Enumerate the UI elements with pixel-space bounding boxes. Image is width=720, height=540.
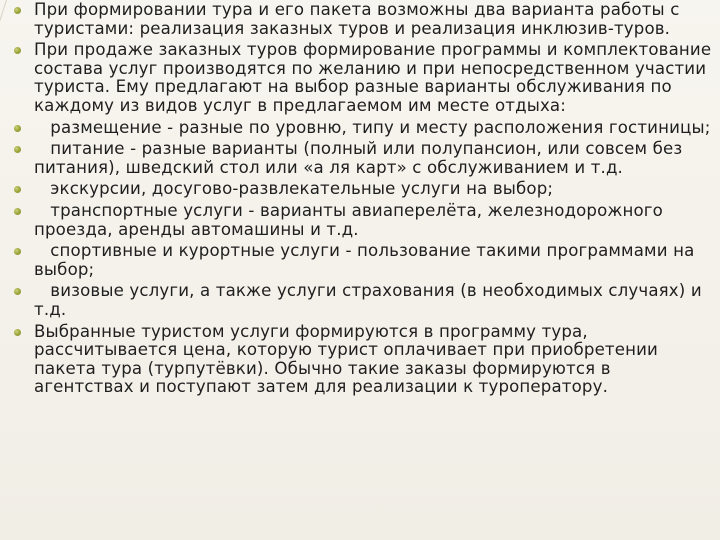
list-item (14, 41, 714, 115)
bullet-dot-icon (14, 7, 21, 14)
list-item-text: размещение - разные по уровню, типу и месту расположения гостиницы; (34, 117, 711, 137)
list-item-text: визовые услуги, а также услуги страхования (в необходимых случаях) и т.д. (34, 281, 708, 319)
bullet-dot-icon (14, 186, 21, 193)
list-item (14, 1, 714, 38)
bullet-dot-icon (14, 329, 21, 336)
bullet-dot-icon (14, 248, 21, 255)
list-item-text: спортивные и курортные услуги - пользование такими программами на выбор; (34, 241, 700, 279)
list-item-text: Выбранные туристом услуги формируются в программу тура, рассчитывается цена, которую турист оплачивает при приобретении пакета тура (турпутёвки). Обычно такие заказы формируются в агентствах и поступают затем для реализации к туроператору. (34, 321, 658, 397)
list-item (14, 323, 714, 397)
decorative-line (0, 0, 7, 67)
list-item (14, 282, 714, 319)
list-item (14, 119, 714, 138)
bullet-dot-icon (14, 47, 21, 54)
list-item-text: питание - разные варианты (полный или полупансион, или совсем без питания), шведский стол или «а ля карт» с обслуживанием и т.д. (34, 139, 688, 177)
bullet-dot-icon (14, 146, 21, 153)
list-item-text: экскурсии, досугово-развлекательные услуги на выбор; (34, 179, 554, 199)
bullet-list (14, 1, 714, 400)
list-item-text: транспортные услуги - варианты авиаперелёта, железнодорожного проезда, аренды автомашины и т.д. (34, 200, 669, 239)
list-item-text: При формировании тура и его пакета возможны два варианта работы с туристами: реализация заказных туров и реализация инклюзив-туров. (34, 0, 680, 38)
bullet-dot-icon (14, 288, 21, 295)
list-item (14, 140, 714, 177)
list-item (14, 180, 714, 199)
list-item (14, 202, 714, 239)
bullet-dot-icon (14, 208, 21, 215)
list-item (14, 242, 714, 279)
list-item-text: При продаже заказных туров формирование программы и комплектование состава услуг производятся по желанию и при непосредственном участии туриста. Ему предлагают на выбор разные варианты обслуживания по каждому из видов услуг в предлагаемом им месте отдыха: (34, 40, 712, 115)
bullet-dot-icon (14, 125, 21, 132)
